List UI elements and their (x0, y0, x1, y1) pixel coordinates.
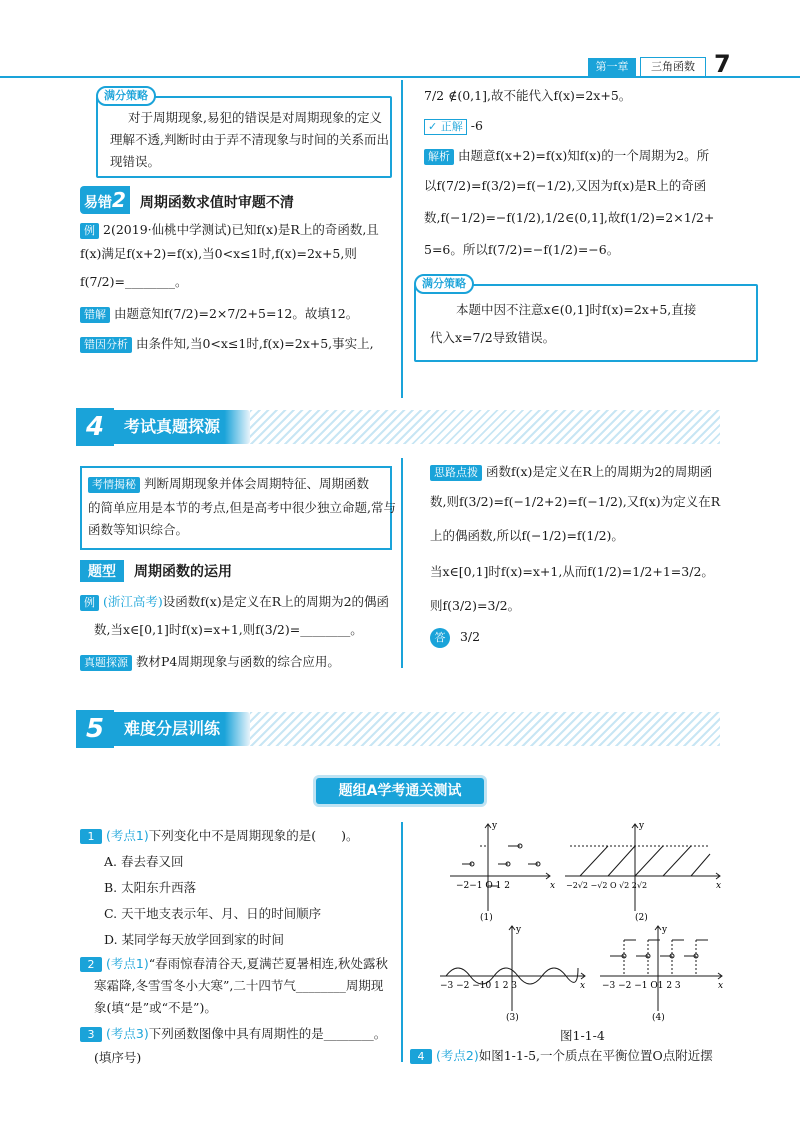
hint-line-5: 则f(3/2)=3/2。 (430, 598, 521, 613)
graph-1 (450, 824, 550, 911)
correct-tag: ✓ 正解 (424, 119, 467, 135)
sec4-example-line-2: 数,当x∈[0,1]时f(x)=x+1,则f(3/2)=________。 (94, 622, 363, 637)
q2-line-1: 2 (考点1)“春雨惊春清谷天,夏满芒夏暑相连,秋处露秋 (80, 954, 388, 974)
wrong-text: 由题意知f(7/2)=2×7/2+5=12。故填12。 (114, 306, 359, 321)
q4-text: 如图1-1-5,一个质点在平衡位置O点附近摆 (478, 1048, 713, 1063)
insight-box (80, 466, 396, 550)
g3-caption: (3) (506, 1013, 519, 1023)
source-text: 教材P4周期现象与函数的综合应用。 (136, 654, 340, 669)
hint-line-2: 数,则f(3/2)=f(−1/2+2)=f(−1/2),又f(x)为定义在R (430, 494, 721, 509)
q4-number: 4 (410, 1049, 432, 1064)
strategy-label: 满分策略 (96, 86, 156, 106)
type-heading (80, 560, 232, 582)
g1-ticks: −2−1 O 1 2 (456, 881, 510, 891)
insight-line-1: 考情揭秘 判断周期现象并体会周期特征、周期函数 (88, 474, 369, 494)
graph-3 (440, 926, 585, 1011)
chapter-tab: 第一章 (588, 58, 636, 76)
strategy-box-right (414, 277, 758, 362)
hint-line-1: 思路点拨 函数f(x)是定义在R上的周期为2的周期函 (430, 462, 712, 482)
q1-option-c[interactable]: C. 天干地支表示年、月、日的时间顺序 (104, 906, 322, 921)
graph-2 (565, 824, 720, 911)
trap-heading (80, 186, 380, 210)
section5-stripes (250, 712, 720, 746)
q1-option-b[interactable]: B. 太阳东升西落 (104, 880, 197, 895)
q2-line-2: 寒霜降,冬雪雪冬小大寒”,二十四节气________周期现 (94, 978, 384, 993)
figure-graphs (410, 816, 730, 1026)
q1-option-a[interactable]: A. 春去春又回 (104, 854, 184, 869)
hint-line-4: 当x∈[0,1]时f(x)=x+1,从而f(1/2)=1/2+1=3/2。 (430, 564, 714, 579)
insight-line-2: 的简单应用是本节的考点,但是高考中很少独立命题,常与 (88, 500, 396, 515)
source-tag: 真题探源 (80, 655, 132, 671)
g1-y: y (492, 821, 498, 831)
strategy-text-1: 对于周期现象,易犯的错误是对周期现象的定义 (128, 110, 382, 125)
q2-line-3: 象(填“是”或“不是”)。 (94, 1000, 217, 1015)
trap-title: 周期函数求值时审题不清 (139, 195, 294, 211)
g1-x: x (550, 881, 556, 891)
question-3 (80, 1024, 400, 1068)
analysis-block (424, 146, 764, 270)
g3-x: x (580, 981, 586, 991)
g2-caption: (2) (635, 913, 648, 923)
answer-row (430, 628, 480, 648)
g4-y: y (662, 925, 668, 935)
strategy-right-1: 本题中因不注意x∈(0,1]时f(x)=2x+5,直接 (456, 302, 697, 317)
section5-number: 5 (76, 710, 114, 748)
question-1 (80, 826, 358, 844)
q3-line-2: (填序号) (94, 1050, 142, 1065)
hint-tag: 思路点拨 (430, 465, 482, 481)
example-line-1: 例 2(2019·仙桃中学测试)已知f(x)是R上的奇函数,且 (80, 220, 379, 240)
topic-tab: 三角函数 (640, 57, 706, 77)
cause-tag: 错因分析 (80, 337, 132, 353)
g2-x: x (716, 881, 722, 891)
q2-number: 2 (80, 957, 102, 972)
correct-value: -6 (470, 118, 483, 133)
example-tag: 例 (80, 223, 99, 239)
group-banner: 题组A学考通关测试 (316, 778, 484, 804)
column-divider-bottom (401, 822, 403, 1062)
hint-line-3: 上的偶函数,所以f(−1/2)=f(1/2)。 (430, 528, 624, 543)
analysis-line-1: 解析 由题意f(x+2)=f(x)知f(x)的一个周期为2。所 (424, 146, 709, 166)
analysis-line-2: 以f(7/2)=f(3/2)=f(−1/2),又因为f(x)是R上的奇函 (424, 178, 707, 193)
example-block-sec4 (80, 592, 400, 652)
q1-number: 1 (80, 829, 102, 844)
graph-4 (600, 926, 722, 1011)
g1-caption: (1) (480, 913, 493, 923)
q3-line-1: 3 (考点3)下列函数图像中具有周期性的是________。 (80, 1024, 386, 1044)
section4-banner (80, 410, 250, 444)
example-block-left (80, 220, 400, 289)
page-number: 7 (714, 50, 731, 78)
question-4: 4 (考点2)如图1-1-5,一个质点在平衡位置O点附近摆 (410, 1046, 713, 1064)
g2-y: y (639, 821, 645, 831)
g4-caption: (4) (652, 1013, 665, 1023)
strategy-box-left (96, 89, 392, 178)
strategy-right-2: 代入x=7/2导致错误。 (430, 330, 556, 345)
wrong-tag: 错解 (80, 307, 110, 323)
cause-analysis (80, 334, 374, 353)
sec4-example-line-1: 例 (浙江高考)设函数f(x)是定义在R上的周期为2的偶函 (80, 592, 389, 612)
hint-block (430, 462, 770, 612)
q1-point: (考点1) (106, 828, 149, 843)
section5-banner (80, 712, 250, 746)
answer-tag: 答 (430, 628, 450, 648)
source-note (80, 652, 340, 671)
section5-title: 难度分层训练 (124, 719, 221, 738)
example-line-2: f(x)满足f(x+2)=f(x),当0<x≤1时,f(x)=2x+5,则 (80, 246, 357, 261)
answer-value: 3/2 (459, 629, 481, 644)
strategy-label-right: 满分策略 (414, 274, 474, 294)
section4-stripes (250, 410, 720, 444)
sec4-example-tag: 例 (80, 595, 99, 611)
g4-ticks: −3 −2 −1 O1 2 3 (602, 981, 681, 991)
strategy-text-2: 理解不透,判断时由于弄不清现象与时间的关系而出 (110, 132, 389, 147)
q1-stem: 下列变化中不是周期现象的是( )。 (148, 828, 359, 843)
strategy-text-3: 现错误。 (110, 154, 161, 169)
cause-text: 由条件知,当0<x≤1时,f(x)=2x+5,事实上, (136, 336, 374, 351)
type-badge: 题型 (80, 560, 124, 582)
insight-tag: 考情揭秘 (88, 477, 140, 493)
q3-number: 3 (80, 1027, 102, 1042)
g4-x: x (718, 981, 724, 991)
wrong-answer (80, 304, 358, 323)
example-line-3: f(7/2)=________。 (80, 274, 188, 289)
right-line-1: 7/2 ∉(0,1],故不能代入f(x)=2x+5。 (424, 88, 632, 103)
analysis-line-3: 数,f(−1/2)=−f(1/2),1/2∈(0,1],故f(1/2)=2×1/2+ (424, 210, 715, 225)
section4-number: 4 (76, 408, 114, 446)
column-divider-mid (401, 458, 403, 668)
type-title: 周期函数的运用 (133, 564, 232, 580)
insight-line-3: 函数等知识综合。 (88, 522, 189, 537)
correct-answer (424, 118, 483, 135)
q1-option-d[interactable]: D. 某同学每天放学回到家的时间 (104, 932, 285, 947)
question-2 (80, 954, 400, 1020)
analysis-line-4: 5=6。所以f(7/2)=−f(1/2)=−6。 (424, 242, 620, 257)
section4-title: 考试真题探源 (124, 417, 221, 436)
g3-y: y (516, 925, 522, 935)
g2-ticks: −2√2 −√2 O √2 2√2 (566, 881, 648, 890)
g3-ticks: −3 −2 −10 1 2 3 (440, 981, 518, 991)
trap-badge: 易错2 (80, 186, 130, 214)
analysis-tag: 解析 (424, 149, 454, 165)
column-divider-top (401, 80, 403, 398)
figure-caption: 图1-1-4 (560, 1028, 605, 1043)
